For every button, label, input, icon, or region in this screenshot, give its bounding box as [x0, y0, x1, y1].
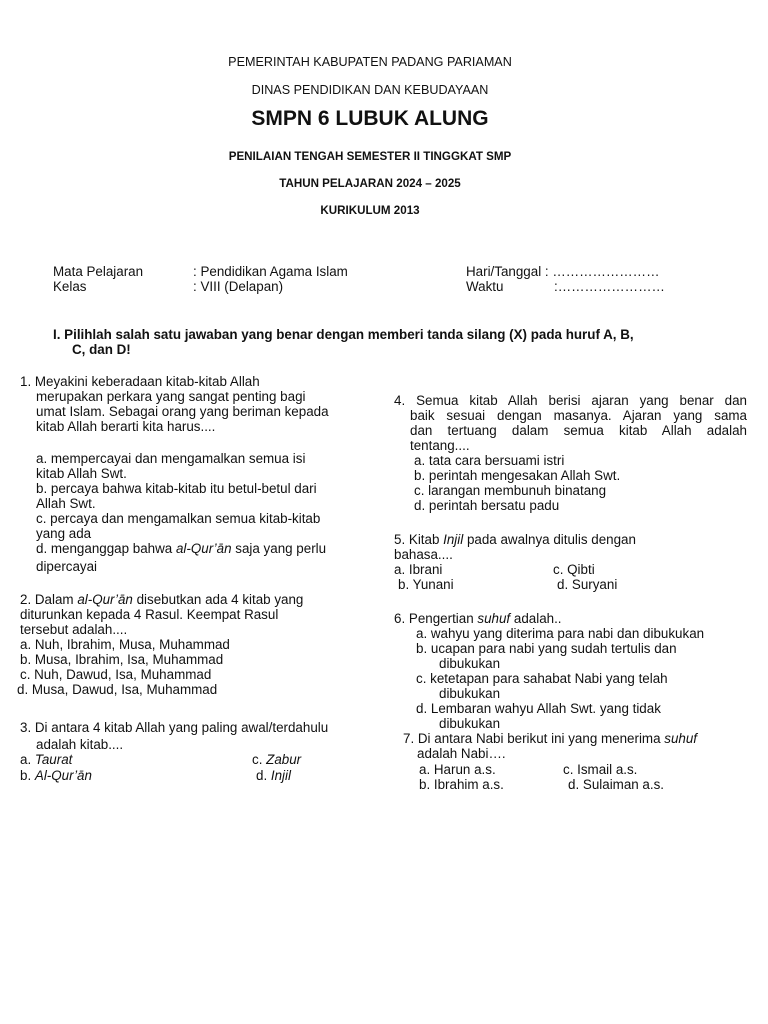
- q1-option-a: a. mempercayai dan mengamalkan semua isi: [36, 451, 306, 466]
- q6-option-d-cont: dibukukan: [439, 716, 501, 731]
- q4-option-d: d. perintah bersatu padu: [414, 498, 560, 513]
- class-label: Kelas: [53, 279, 87, 294]
- q1-option-c-cont: yang ada: [36, 526, 92, 541]
- q6-option-b-cont: dibukukan: [439, 656, 501, 671]
- q7-option-b: b. Ibrahim a.s.: [419, 777, 504, 792]
- q6-option-c: c. ketetapan para sahabat Nabi yang telah: [416, 671, 668, 686]
- question-4: [394, 393, 747, 513]
- q6-line-1: 6. Pengertian suhuf adalah..: [394, 611, 562, 626]
- q4-line-1: 4. Semua kitab Allah berisi ajaran yang benar dan: [394, 393, 747, 408]
- exam-title: PENILAIAN TENGAH SEMESTER II TINGGKAT SMP: [228, 150, 512, 163]
- class-value: : VIII (Delapan): [193, 279, 284, 294]
- curriculum: KURIKULUM 2013: [320, 204, 420, 217]
- question-2: [17, 592, 365, 697]
- q5-option-a: a. Ibrani: [394, 562, 443, 577]
- q1-option-a-cont: kitab Allah Swt.: [36, 466, 127, 481]
- q2-option-c: c. Nuh, Dawud, Isa, Muhammad: [20, 667, 212, 682]
- q2-option-a: a. Nuh, Ibrahim, Musa, Muhammad: [20, 637, 230, 652]
- q5-option-c: c. Qibti: [553, 562, 595, 577]
- q5-option-d: d. Suryani: [557, 577, 618, 592]
- q7-option-a: a. Harun a.s.: [419, 762, 496, 777]
- q4-option-c: c. larangan membunuh binatang: [414, 483, 607, 498]
- q6-option-a: a. wahyu yang diterima para nabi dan dibukukan: [416, 626, 705, 641]
- school-name: SMPN 6 LUBUK ALUNG: [251, 107, 489, 130]
- instruction-line-2: C, dan D!: [72, 342, 131, 357]
- q6-option-c-cont: dibukukan: [439, 686, 501, 701]
- q1-option-b: b. percaya bahwa kitab-kitab itu betul-betul dari: [36, 481, 317, 496]
- q4-option-a: a. tata cara bersuami istri: [414, 453, 565, 468]
- q3-line-1: 3. Di antara 4 kitab Allah yang paling awal/terdahulu: [20, 720, 329, 735]
- q3-option-c: c. Zabur: [252, 752, 302, 767]
- school-year: TAHUN PELAJARAN 2024 – 2025: [279, 177, 461, 190]
- q2-line-2: diturunkan kepada 4 Rasul. Keempat Rasul: [20, 607, 279, 622]
- q1-option-c: c. percaya dan mengamalkan semua kitab-kitab: [36, 511, 321, 526]
- q5-line-2: bahasa....: [394, 547, 453, 562]
- q1-line-2: merupakan perkara yang sangat penting bagi: [36, 389, 306, 404]
- q3-option-b: b. Al-Qur’ān: [20, 768, 92, 783]
- q1-option-d-cont: dipercayai: [36, 559, 98, 574]
- q1-line-1: 1. Meyakini keberadaan kitab-kitab Allah: [20, 374, 260, 389]
- q6-option-d: d. Lembaran wahyu Allah Swt. yang tidak: [416, 701, 661, 716]
- date-field: Hari/Tanggal : ……………………: [466, 264, 660, 279]
- q1-option-d: d. menganggap bahwa al-Qur’ān saja yang perlu: [36, 541, 327, 556]
- q4-option-b: b. perintah mengesakan Allah Swt.: [414, 468, 621, 483]
- q3-option-a: a. Taurat: [20, 752, 73, 767]
- time-label: Waktu: [466, 279, 504, 294]
- q7-line-2: adalah Nabi….: [417, 746, 506, 761]
- q1-option-b-cont: Allah Swt.: [36, 496, 96, 511]
- q3-line-2: adalah kitab....: [36, 737, 124, 752]
- q3-option-d: d. Injil: [256, 768, 291, 783]
- q4-line-4: tentang....: [410, 438, 470, 453]
- q2-option-b: b. Musa, Ibrahim, Isa, Muhammad: [20, 652, 224, 667]
- q7-option-d: d. Sulaiman a.s.: [568, 777, 665, 792]
- header-office: DINAS PENDIDIKAN DAN KEBUDAYAAN: [251, 83, 489, 97]
- q2-option-d: d. Musa, Dawud, Isa, Muhammad: [17, 682, 218, 697]
- instruction-line-1: I. Pilihlah salah satu jawaban yang benar dengan memberi tanda silang (X) pada huruf A, B,: [53, 327, 634, 342]
- q7-line-1: 7. Di antara Nabi berikut ini yang menerima suhuf: [403, 731, 698, 746]
- q6-option-b: b. ucapan para nabi yang sudah tertulis dan: [416, 641, 677, 656]
- question-1: [20, 374, 365, 574]
- q7-option-c: c. Ismail a.s.: [563, 762, 638, 777]
- q2-line-1: 2. Dalam al-Qur’ān disebutkan ada 4 kitab yang: [20, 592, 304, 607]
- q1-line-3: umat Islam. Sebagai orang yang beriman kepada: [36, 404, 329, 419]
- header-government: PEMERINTAH KABUPATEN PADANG PARIAMAN: [228, 55, 512, 69]
- q2-line-3: tersebut adalah....: [20, 622, 128, 637]
- q5-option-b: b. Yunani: [398, 577, 454, 592]
- subject-value: : Pendidikan Agama Islam: [193, 264, 348, 279]
- question-6: [394, 611, 754, 731]
- q4-line-2: baik sesuai dengan masanya. Ajaran yang sama: [410, 408, 747, 423]
- q5-line-1: 5. Kitab Injil pada awalnya ditulis dengan: [394, 532, 636, 547]
- subject-label: Mata Pelajaran: [53, 264, 144, 279]
- q4-line-3: dan tertuang dalam semua kitab Allah adalah: [410, 423, 747, 438]
- time-value: :……………………: [554, 279, 665, 294]
- q1-line-4: kitab Allah berarti kita harus....: [36, 419, 216, 434]
